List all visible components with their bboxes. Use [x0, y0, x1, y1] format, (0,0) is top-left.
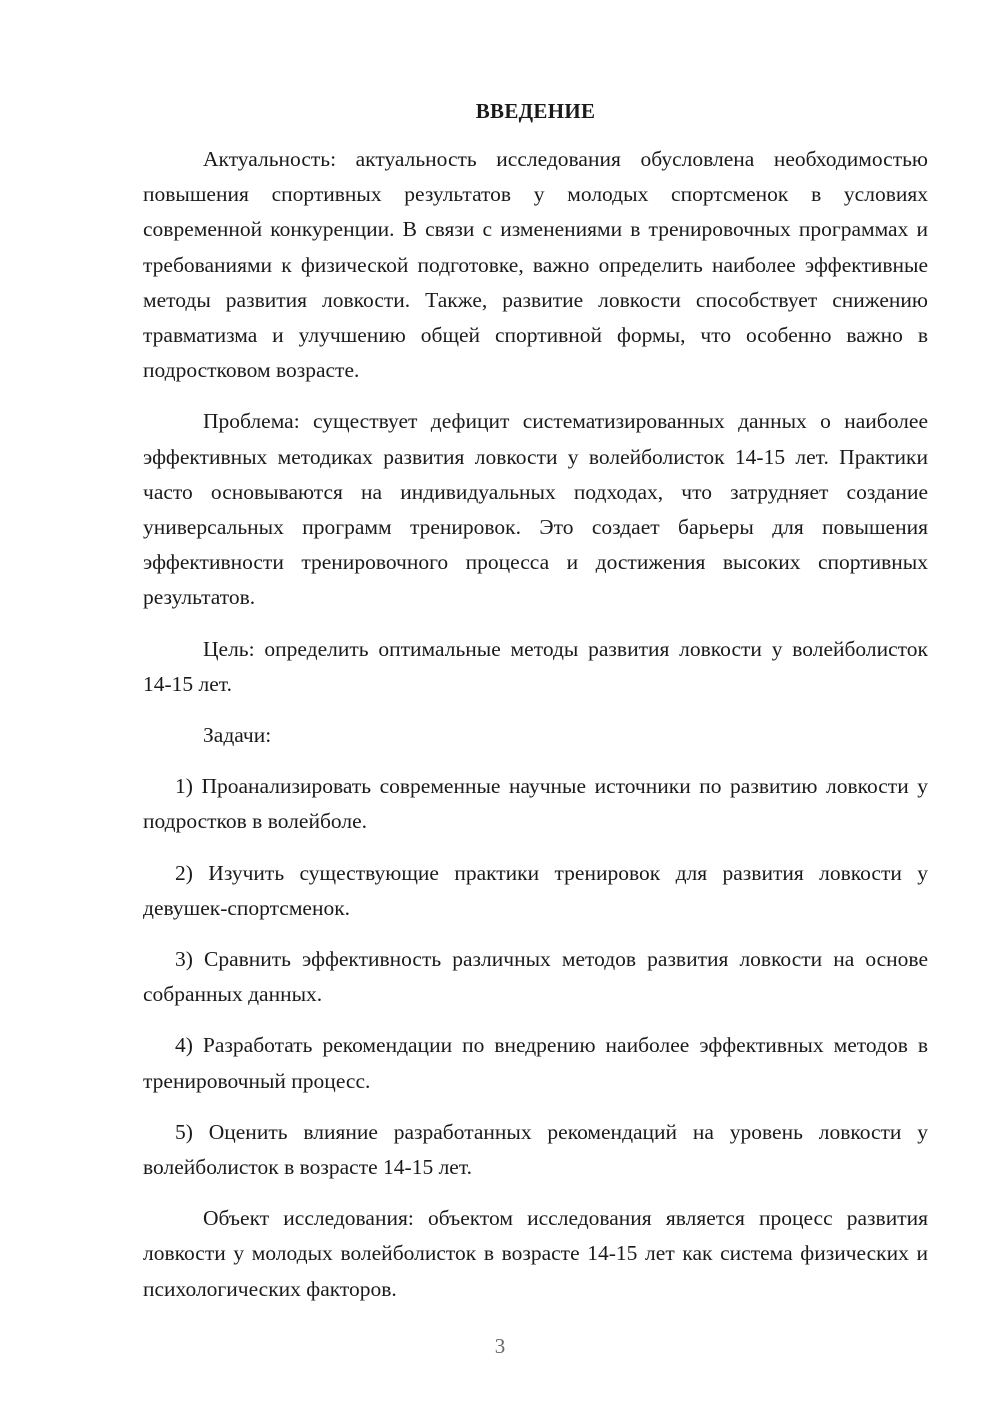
task-item-2: 2) Изучить существующие практики тренировок для развития ловкости у девушек-спортсменок. [143, 860, 928, 920]
paragraph-relevance: Актуальность: актуальность исследования обусловлена необходимостью повышения спортивных результатов у молодых спортсменок в условиях современной конкуренции. В связи с изменениями в тренировочных программах и требованиями к физической подготовке, важно определить наиболее эффективные методы развития ловкости. Также, развитие ловкости способствует снижению травматизма и улучшению общей спортивной формы, что особенно важно в подростковом возрасте. [143, 147, 928, 383]
page-title: ВВЕДЕНИЕ [475, 99, 596, 123]
task-item-5: 5) Оценить влияние разработанных рекомендаций на уровень ловкости у волейболисток в возрасте 14-15 лет. [143, 1119, 928, 1180]
paragraph-problem: Проблема: существует дефицит систематизированных данных о наиболее эффективных методиках развития ловкости у волейболисток 14-15 лет. Практики часто основываются на индивидуальных подходах, что затрудняет создание универсальных программ тренировок. Это создает барьеры для повышения эффективности тренировочного процесса и достижения высоких спортивных результатов. [143, 409, 928, 610]
task-item-1: 1) Проанализировать современные научные источники по развитию ловкости у подростков в волейболе. [143, 774, 928, 834]
tasks-heading: Задачи: [203, 723, 272, 748]
paragraph-object: Объект исследования: объектом исследования является процесс развития ловкости у молодых волейболисток в возрасте 14-15 лет как система физических и психологических факторов. [143, 1206, 928, 1301]
task-item-4: 4) Разработать рекомендации по внедрению наиболее эффективных методов в тренировочный процесс. [143, 1033, 928, 1093]
page-number: 3 [494, 1334, 506, 1358]
page-content [143, 96, 928, 1317]
task-item-3: 3) Сравнить эффективность различных методов развития ловкости на основе собранных данных. [143, 947, 928, 1007]
paragraph-goal: Цель: определить оптимальные методы развития ловкости у волейболисток 14-15 лет. [143, 636, 928, 696]
